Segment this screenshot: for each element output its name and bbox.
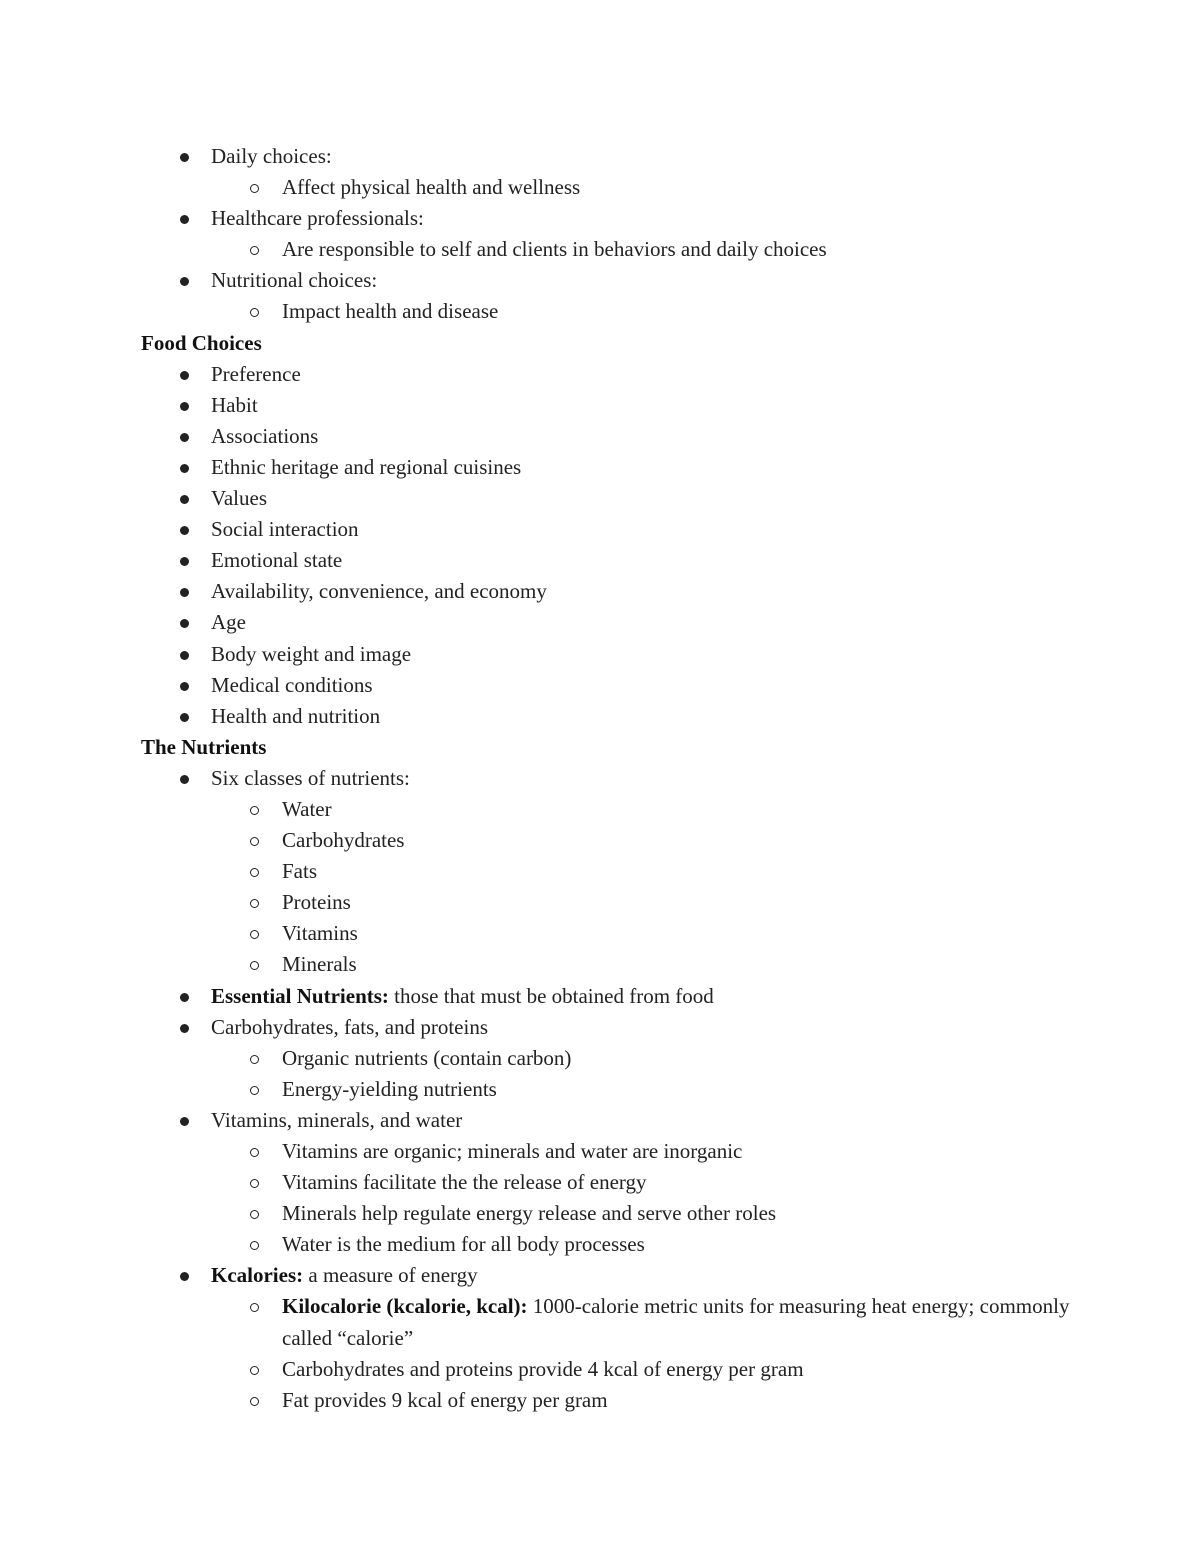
essential-nutrients-term: Essential Nutrients: bbox=[211, 983, 389, 1008]
bullet-circle-icon bbox=[250, 1210, 259, 1219]
list-item bbox=[0, 1012, 1200, 1043]
bullet-circle-icon bbox=[250, 868, 259, 877]
bullet-disc-icon bbox=[180, 1024, 189, 1033]
sub-list-item-text: Water is the medium for all body processes bbox=[282, 1232, 645, 1257]
bullet-disc-icon bbox=[180, 215, 189, 224]
sub-list-item bbox=[0, 825, 1200, 856]
sub-list-item bbox=[0, 1043, 1200, 1074]
bullet-disc-icon bbox=[180, 651, 189, 660]
sub-list-item bbox=[0, 1167, 1200, 1198]
section-heading-food-choices: Food Choices bbox=[141, 330, 262, 355]
bullet-circle-icon bbox=[250, 1179, 259, 1188]
sub-list-item-text: Vitamins facilitate the the release of energy bbox=[282, 1170, 647, 1195]
bullet-disc-icon bbox=[180, 526, 189, 535]
bullet-circle-icon bbox=[250, 1366, 259, 1375]
list-item-text: Health and nutrition bbox=[211, 703, 381, 728]
bullet-disc-icon bbox=[180, 775, 189, 784]
sub-list-item-text: Fats bbox=[282, 859, 318, 884]
sub-list-item bbox=[0, 887, 1200, 918]
sub-list-item bbox=[0, 1136, 1200, 1167]
list-item bbox=[0, 1105, 1200, 1136]
sub-list-item bbox=[0, 1385, 1200, 1416]
bullet-circle-icon bbox=[250, 184, 259, 193]
section-heading-nutrients: The Nutrients bbox=[141, 734, 267, 759]
bullet-circle-icon bbox=[250, 1241, 259, 1250]
sub-list-item-text: Vitamins bbox=[282, 921, 358, 946]
sub-list-item-text: Proteins bbox=[282, 890, 351, 915]
list-item-text: Habit bbox=[211, 392, 258, 417]
sub-list-item bbox=[0, 949, 1200, 980]
bullet-circle-icon bbox=[250, 246, 259, 255]
sub-list-item-text: Are responsible to self and clients in behaviors and daily choices bbox=[282, 237, 827, 262]
bullet-disc-icon bbox=[180, 433, 189, 442]
document-page bbox=[0, 141, 1200, 1416]
bullet-circle-icon bbox=[250, 961, 259, 970]
sub-list-item-text: Minerals help regulate energy release and serve other roles bbox=[282, 1201, 777, 1226]
sub-list-item bbox=[0, 1074, 1200, 1105]
bullet-disc-icon bbox=[180, 682, 189, 691]
list-item bbox=[0, 670, 1200, 701]
sub-list-item bbox=[0, 856, 1200, 887]
bullet-circle-icon bbox=[250, 1055, 259, 1064]
bullet-circle-icon bbox=[250, 1086, 259, 1095]
list-item-text: Medical conditions bbox=[211, 672, 373, 697]
sub-list-item-text: Impact health and disease bbox=[282, 299, 499, 324]
list-item-text: Age bbox=[211, 610, 246, 635]
list-item bbox=[0, 607, 1200, 638]
list-item bbox=[0, 1260, 1200, 1291]
list-item-text: Associations bbox=[211, 423, 319, 448]
list-item bbox=[0, 359, 1200, 390]
list-item bbox=[0, 576, 1200, 607]
kcalories-definition: a measure of energy bbox=[303, 1263, 478, 1288]
list-item bbox=[0, 545, 1200, 576]
sub-list-item-text: Fat provides 9 kcal of energy per gram bbox=[282, 1387, 608, 1412]
list-item bbox=[0, 701, 1200, 732]
essential-nutrients-definition: those that must be obtained from food bbox=[388, 983, 714, 1008]
sub-list-item-text: Minerals bbox=[282, 952, 357, 977]
list-item-text: Social interaction bbox=[211, 517, 359, 542]
bullet-disc-icon bbox=[180, 588, 189, 597]
bullet-circle-icon bbox=[250, 930, 259, 939]
bullet-circle-icon bbox=[250, 899, 259, 908]
sub-list-item-text: Carbohydrates and proteins provide 4 kcal of energy per gram bbox=[282, 1356, 804, 1381]
list-item bbox=[0, 265, 1200, 296]
list-item bbox=[0, 514, 1200, 545]
sub-list-item-text: Organic nutrients (contain carbon) bbox=[282, 1045, 572, 1070]
list-item bbox=[0, 141, 1200, 172]
kcalories-term: Kcalories: bbox=[211, 1263, 304, 1288]
sub-list-item bbox=[0, 1291, 1072, 1353]
bullet-disc-icon bbox=[180, 371, 189, 380]
sub-list-item bbox=[0, 918, 1200, 949]
bullet-disc-icon bbox=[180, 619, 189, 628]
list-item-text: Nutritional choices: bbox=[211, 268, 378, 293]
list-item bbox=[0, 421, 1200, 452]
sub-list-item bbox=[0, 172, 1200, 203]
bullet-circle-icon bbox=[250, 837, 259, 846]
bullet-disc-icon bbox=[180, 1272, 189, 1281]
sub-list-item bbox=[0, 1229, 1200, 1260]
sub-list-item bbox=[0, 1354, 1200, 1385]
bullet-disc-icon bbox=[180, 153, 189, 162]
bullet-disc-icon bbox=[180, 993, 189, 1002]
sub-list-item bbox=[0, 234, 1200, 265]
sub-list-item bbox=[0, 1198, 1200, 1229]
list-item-text: Vitamins, minerals, and water bbox=[211, 1107, 463, 1132]
list-item bbox=[0, 763, 1200, 794]
sub-list-item-text: Carbohydrates bbox=[282, 828, 405, 853]
list-item bbox=[0, 981, 1200, 1012]
list-item-text: Carbohydrates, fats, and proteins bbox=[211, 1014, 489, 1039]
list-item-text: Daily choices: bbox=[211, 144, 332, 168]
bullet-circle-icon bbox=[250, 806, 259, 815]
list-item bbox=[0, 390, 1200, 421]
sub-list-item bbox=[0, 794, 1200, 825]
bullet-disc-icon bbox=[180, 464, 189, 473]
bullet-circle-icon bbox=[250, 308, 259, 317]
kilocalorie-term: Kilocalorie (kcalorie, kcal): bbox=[282, 1294, 528, 1319]
list-item-text: Values bbox=[211, 486, 267, 511]
list-item bbox=[0, 483, 1200, 514]
bullet-circle-icon bbox=[250, 1397, 259, 1406]
kilocalorie-definition: 1000-calorie metric units for measuring heat energy; commonly called “calorie” bbox=[282, 1294, 1070, 1350]
bullet-circle-icon bbox=[250, 1303, 259, 1312]
list-item-text: Preference bbox=[211, 361, 301, 386]
list-item-text: Body weight and image bbox=[211, 641, 412, 666]
list-item-text: Healthcare professionals: bbox=[211, 206, 424, 231]
list-item bbox=[0, 203, 1200, 234]
sub-list-item-text: Water bbox=[282, 796, 332, 821]
bullet-disc-icon bbox=[180, 277, 189, 286]
sub-list-item bbox=[0, 296, 1200, 327]
bullet-disc-icon bbox=[180, 557, 189, 566]
list-item-text: Availability, convenience, and economy bbox=[211, 579, 547, 604]
sub-list-item-text: Vitamins are organic; minerals and water are inorganic bbox=[282, 1139, 743, 1163]
bullet-disc-icon bbox=[180, 402, 189, 411]
list-item-text: Six classes of nutrients: bbox=[211, 765, 410, 790]
sub-list-item-text: Affect physical health and wellness bbox=[282, 175, 581, 200]
list-item bbox=[0, 452, 1200, 483]
bullet-circle-icon bbox=[250, 1148, 259, 1157]
list-item bbox=[0, 639, 1200, 670]
list-item-text: Emotional state bbox=[211, 548, 343, 573]
bullet-disc-icon bbox=[180, 495, 189, 504]
sub-list-item-text: Energy-yielding nutrients bbox=[282, 1076, 497, 1101]
bullet-disc-icon bbox=[180, 713, 189, 722]
list-item-text: Ethnic heritage and regional cuisines bbox=[211, 454, 522, 479]
bullet-disc-icon bbox=[180, 1117, 189, 1126]
